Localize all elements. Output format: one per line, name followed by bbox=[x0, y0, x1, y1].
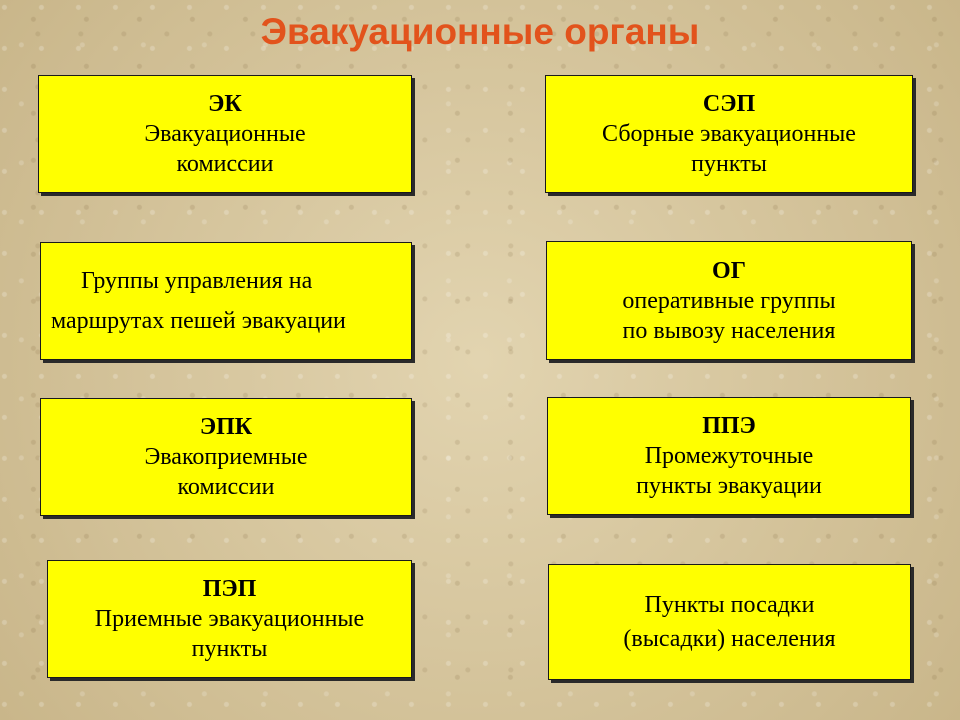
box-abbr: ЭПК bbox=[199, 414, 253, 440]
box-line: Группы управления на bbox=[81, 268, 313, 294]
box-abbr: ЭК bbox=[208, 91, 242, 117]
box-line: пункты эвакуации bbox=[636, 473, 822, 499]
box-line: Эвакоприемные bbox=[144, 444, 308, 470]
box-abbr: ПЭП bbox=[202, 576, 257, 602]
box-line: комиссии bbox=[176, 151, 274, 177]
box-route-control-groups bbox=[40, 242, 412, 360]
box-abbr: СЭП bbox=[702, 91, 756, 117]
box-line: по вывозу населения bbox=[622, 317, 836, 344]
box-line: пункты bbox=[191, 636, 268, 662]
box-line: оперативные группы bbox=[622, 287, 836, 314]
box-abbr: ОГ bbox=[712, 257, 746, 284]
box-line: Приемные эвакуационные bbox=[94, 606, 365, 632]
box-line: пункты bbox=[691, 151, 767, 177]
box-line: (высадки) населения bbox=[623, 626, 836, 652]
slide-title: Эвакуационные органы bbox=[260, 11, 700, 52]
box-line: Пункты посадки bbox=[644, 592, 815, 618]
box-receiving-evacuation-points bbox=[47, 560, 412, 678]
box-line: Сборные эвакуационные bbox=[602, 121, 856, 147]
box-operational-groups bbox=[546, 241, 912, 360]
box-line: маршрутах пешей эвакуации bbox=[51, 308, 346, 334]
box-intermediate-evacuation-points bbox=[547, 397, 911, 515]
box-line: Эвакуационные bbox=[144, 121, 306, 147]
box-line: Промежуточные bbox=[644, 443, 814, 469]
box-boarding-points bbox=[548, 564, 911, 680]
box-evacuation-commissions bbox=[38, 75, 412, 193]
box-abbr: ППЭ bbox=[702, 413, 756, 439]
box-evacuation-receiving-commissions bbox=[40, 398, 412, 516]
box-assembly-evacuation-points bbox=[545, 75, 913, 193]
box-line: комиссии bbox=[177, 474, 275, 500]
